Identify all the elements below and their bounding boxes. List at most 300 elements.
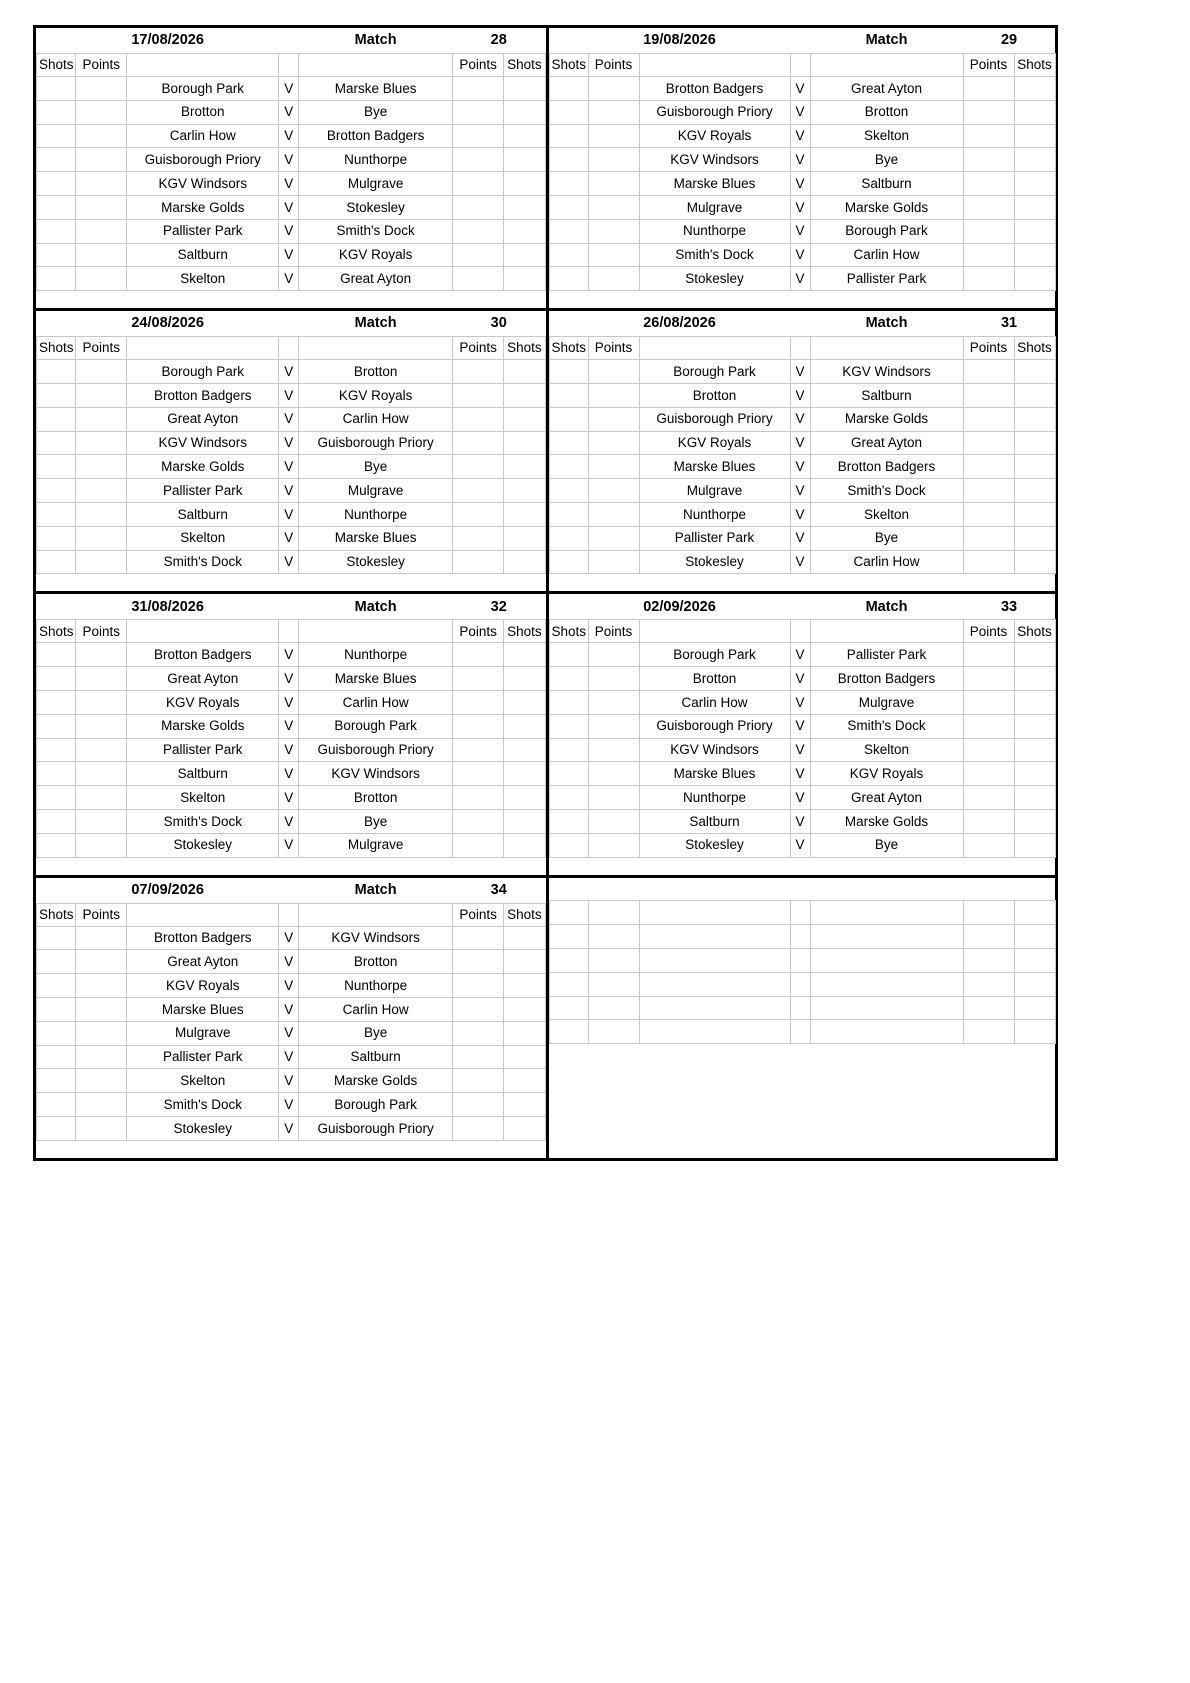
points-right-input[interactable]: [963, 243, 1014, 267]
points-left-input[interactable]: [588, 502, 639, 526]
shots-left-input[interactable]: [37, 714, 76, 738]
shots-left-input[interactable]: [549, 172, 588, 196]
shots-left-input[interactable]: [549, 550, 588, 574]
points-right-input[interactable]: [963, 77, 1014, 101]
shots-left-input[interactable]: [37, 926, 76, 950]
shots-left-input[interactable]: [549, 786, 588, 810]
shots-left-input[interactable]: [549, 219, 588, 243]
shots-right-input[interactable]: [504, 172, 545, 196]
points-left-input[interactable]: [76, 997, 127, 1021]
points-right-input[interactable]: [963, 502, 1014, 526]
points-left-input[interactable]: [76, 431, 127, 455]
points-left-input[interactable]: [76, 383, 127, 407]
shots-right-input[interactable]: [1014, 360, 1055, 384]
shots-left-input[interactable]: [37, 974, 76, 998]
shots-left-input[interactable]: [549, 100, 588, 124]
shots-right-input[interactable]: [504, 690, 545, 714]
shots-left-input[interactable]: [549, 667, 588, 691]
empty-cell[interactable]: [639, 1020, 790, 1044]
shots-right-input[interactable]: [1014, 643, 1055, 667]
shots-left-input[interactable]: [549, 479, 588, 503]
shots-right-input[interactable]: [504, 124, 545, 148]
points-left-input[interactable]: [588, 738, 639, 762]
points-right-input[interactable]: [453, 926, 504, 950]
shots-right-input[interactable]: [504, 195, 545, 219]
points-right-input[interactable]: [963, 833, 1014, 857]
empty-cell[interactable]: [1014, 996, 1055, 1020]
versus-marker: V: [279, 526, 299, 550]
shots-left-input[interactable]: [37, 997, 76, 1021]
shots-right-input[interactable]: [504, 762, 545, 786]
points-left-input[interactable]: [76, 219, 127, 243]
points-left-input[interactable]: [588, 407, 639, 431]
points-right-input[interactable]: [453, 1093, 504, 1117]
points-left-input[interactable]: [76, 738, 127, 762]
fixture-table: [549, 311, 1056, 591]
shots-left-input[interactable]: [37, 1045, 76, 1069]
points-left-input[interactable]: [588, 383, 639, 407]
points-left-input[interactable]: [76, 267, 127, 291]
shots-right-input[interactable]: [504, 267, 545, 291]
shots-right-input[interactable]: [504, 100, 545, 124]
points-left-input[interactable]: [76, 714, 127, 738]
points-right-input[interactable]: [453, 809, 504, 833]
points-right-input[interactable]: [963, 360, 1014, 384]
empty-cell[interactable]: [588, 972, 639, 996]
empty-cell[interactable]: [790, 1020, 810, 1044]
empty-cell[interactable]: [790, 996, 810, 1020]
shots-left-input[interactable]: [37, 643, 76, 667]
points-right-input[interactable]: [963, 714, 1014, 738]
points-left-input[interactable]: [588, 786, 639, 810]
points-right-input[interactable]: [453, 643, 504, 667]
empty-cell[interactable]: [639, 972, 790, 996]
shots-left-input[interactable]: [37, 195, 76, 219]
shots-left-input[interactable]: [37, 1093, 76, 1117]
shots-right-input[interactable]: [504, 77, 545, 101]
shots-right-input[interactable]: [1014, 714, 1055, 738]
shots-right-input[interactable]: [504, 526, 545, 550]
points-left-input[interactable]: [588, 100, 639, 124]
shots-right-input[interactable]: [1014, 667, 1055, 691]
points-right-input[interactable]: [453, 714, 504, 738]
points-left-input[interactable]: [76, 1116, 127, 1140]
shots-right-input[interactable]: [504, 431, 545, 455]
points-right-input[interactable]: [963, 172, 1014, 196]
shots-left-input[interactable]: [549, 809, 588, 833]
points-right-input[interactable]: [963, 479, 1014, 503]
table-row: [37, 786, 546, 810]
points-left-input[interactable]: [76, 1021, 127, 1045]
points-right-input[interactable]: [453, 786, 504, 810]
points-left-input[interactable]: [76, 667, 127, 691]
points-right-input[interactable]: [963, 267, 1014, 291]
points-left-input[interactable]: [588, 479, 639, 503]
shots-left-input[interactable]: [549, 833, 588, 857]
shots-right-input[interactable]: [504, 974, 545, 998]
points-left-input[interactable]: [588, 526, 639, 550]
points-left-input[interactable]: [76, 690, 127, 714]
points-right-input[interactable]: [453, 195, 504, 219]
shots-left-input[interactable]: [37, 267, 76, 291]
away-team: Carlin How: [299, 690, 453, 714]
points-left-input[interactable]: [76, 502, 127, 526]
points-right-input[interactable]: [963, 526, 1014, 550]
points-left-input[interactable]: [76, 455, 127, 479]
empty-cell[interactable]: [810, 1020, 963, 1044]
points-right-input[interactable]: [963, 809, 1014, 833]
empty-cell[interactable]: [810, 948, 963, 972]
shots-left-input[interactable]: [549, 243, 588, 267]
points-right-input[interactable]: [453, 667, 504, 691]
points-right-input[interactable]: [453, 974, 504, 998]
shots-left-input[interactable]: [549, 124, 588, 148]
empty-cell[interactable]: [549, 948, 588, 972]
points-right-input[interactable]: [453, 455, 504, 479]
empty-cell[interactable]: [790, 925, 810, 949]
shots-right-input[interactable]: [504, 550, 545, 574]
table-row: [37, 148, 546, 172]
points-left-input[interactable]: [588, 124, 639, 148]
points-right-input[interactable]: [453, 762, 504, 786]
shots-left-input[interactable]: [37, 786, 76, 810]
empty-cell[interactable]: [588, 996, 639, 1020]
shots-right-input[interactable]: [1014, 243, 1055, 267]
empty-cell[interactable]: [963, 925, 1014, 949]
shots-left-input[interactable]: [37, 502, 76, 526]
empty-cell[interactable]: [810, 901, 963, 925]
empty-cell[interactable]: [810, 925, 963, 949]
points-right-input[interactable]: [963, 550, 1014, 574]
points-right-input[interactable]: [453, 124, 504, 148]
points-left-input[interactable]: [76, 479, 127, 503]
shots-left-input[interactable]: [37, 833, 76, 857]
points-left-input[interactable]: [588, 148, 639, 172]
shots-right-input[interactable]: [1014, 690, 1055, 714]
shots-left-input[interactable]: [549, 690, 588, 714]
shots-left-input[interactable]: [549, 267, 588, 291]
empty-cell[interactable]: [588, 948, 639, 972]
shots-right-input[interactable]: [504, 1021, 545, 1045]
shots-right-input[interactable]: [504, 383, 545, 407]
points-left-input[interactable]: [76, 172, 127, 196]
shots-left-input[interactable]: [37, 455, 76, 479]
points-left-input[interactable]: [76, 833, 127, 857]
points-right-input[interactable]: [453, 833, 504, 857]
shots-right-input[interactable]: [1014, 172, 1055, 196]
shots-right-input[interactable]: [504, 926, 545, 950]
points-left-input[interactable]: [76, 974, 127, 998]
shots-left-input[interactable]: [549, 77, 588, 101]
shots-right-input[interactable]: [504, 407, 545, 431]
shots-left-input[interactable]: [37, 360, 76, 384]
shots-left-input[interactable]: [549, 714, 588, 738]
points-left-input[interactable]: [76, 1045, 127, 1069]
points-right-input[interactable]: [963, 431, 1014, 455]
empty-cell[interactable]: [588, 925, 639, 949]
shots-right-input[interactable]: [1014, 407, 1055, 431]
shots-right-input[interactable]: [1014, 762, 1055, 786]
shots-right-input[interactable]: [504, 643, 545, 667]
empty-cell[interactable]: [588, 901, 639, 925]
empty-cell[interactable]: [1014, 901, 1055, 925]
shots-left-input[interactable]: [37, 243, 76, 267]
points-left-input[interactable]: [588, 833, 639, 857]
empty-cell[interactable]: [810, 972, 963, 996]
points-right-input[interactable]: [453, 219, 504, 243]
away-team: Smith's Dock: [299, 219, 453, 243]
points-left-input[interactable]: [588, 267, 639, 291]
shots-left-input[interactable]: [37, 100, 76, 124]
empty-cell[interactable]: [549, 972, 588, 996]
shots-left-input[interactable]: [37, 550, 76, 574]
shots-left-input[interactable]: [549, 383, 588, 407]
shots-left-input[interactable]: [37, 431, 76, 455]
shots-left-input[interactable]: [37, 1021, 76, 1045]
empty-cell[interactable]: [790, 972, 810, 996]
empty-cell[interactable]: [790, 901, 810, 925]
shots-right-input[interactable]: [1014, 267, 1055, 291]
empty-cell[interactable]: [963, 1020, 1014, 1044]
shots-left-input[interactable]: [549, 762, 588, 786]
empty-cell[interactable]: [639, 948, 790, 972]
points-right-input[interactable]: [453, 267, 504, 291]
points-right-input[interactable]: [453, 172, 504, 196]
points-left-input[interactable]: [588, 809, 639, 833]
empty-cell[interactable]: [790, 948, 810, 972]
empty-cell[interactable]: [1014, 948, 1055, 972]
shots-right-input[interactable]: [1014, 100, 1055, 124]
points-right-input[interactable]: [453, 383, 504, 407]
empty-cell[interactable]: [1014, 1020, 1055, 1044]
shots-left-input[interactable]: [37, 1116, 76, 1140]
shots-right-input[interactable]: [1014, 148, 1055, 172]
shots-right-input[interactable]: [504, 502, 545, 526]
empty-cell[interactable]: [639, 996, 790, 1020]
points-left-input[interactable]: [76, 1069, 127, 1093]
points-left-input[interactable]: [76, 1093, 127, 1117]
empty-cell[interactable]: [963, 972, 1014, 996]
points-right-input[interactable]: [453, 479, 504, 503]
shots-right-input[interactable]: [504, 833, 545, 857]
shots-left-input[interactable]: [37, 219, 76, 243]
shots-right-input[interactable]: [504, 479, 545, 503]
shots-left-input[interactable]: [37, 148, 76, 172]
points-left-input[interactable]: [76, 360, 127, 384]
shots-right-input[interactable]: [1014, 479, 1055, 503]
points-left-input[interactable]: [588, 172, 639, 196]
points-right-input[interactable]: [453, 148, 504, 172]
shots-right-input[interactable]: [504, 667, 545, 691]
empty-cell[interactable]: [1014, 972, 1055, 996]
shots-right-input[interactable]: [504, 809, 545, 833]
points-right-input[interactable]: [963, 643, 1014, 667]
shots-left-input[interactable]: [549, 526, 588, 550]
shots-right-input[interactable]: [1014, 219, 1055, 243]
shots-left-input[interactable]: [37, 383, 76, 407]
shots-left-input[interactable]: [549, 738, 588, 762]
shots-right-input[interactable]: [504, 950, 545, 974]
points-right-input[interactable]: [453, 77, 504, 101]
points-right-input[interactable]: [453, 738, 504, 762]
points-right-input[interactable]: [453, 243, 504, 267]
points-left-input[interactable]: [588, 195, 639, 219]
shots-right-input[interactable]: [504, 360, 545, 384]
shots-right-input[interactable]: [1014, 550, 1055, 574]
shots-right-input[interactable]: [1014, 738, 1055, 762]
points-right-input[interactable]: [453, 526, 504, 550]
points-right-input[interactable]: [963, 786, 1014, 810]
empty-cell[interactable]: [1014, 925, 1055, 949]
points-right-input[interactable]: [453, 1045, 504, 1069]
points-left-input[interactable]: [588, 550, 639, 574]
points-left-input[interactable]: [588, 714, 639, 738]
shots-left-input[interactable]: [549, 360, 588, 384]
points-right-input[interactable]: [453, 407, 504, 431]
shots-left-input[interactable]: [37, 172, 76, 196]
empty-cell[interactable]: [549, 1020, 588, 1044]
shots-right-input[interactable]: [1014, 383, 1055, 407]
shots-right-input[interactable]: [504, 243, 545, 267]
shots-right-input[interactable]: [1014, 502, 1055, 526]
shots-left-input[interactable]: [37, 690, 76, 714]
points-left-input[interactable]: [76, 195, 127, 219]
shots-right-input[interactable]: [504, 148, 545, 172]
points-right-input[interactable]: [963, 738, 1014, 762]
shots-right-input[interactable]: [1014, 809, 1055, 833]
shots-right-input[interactable]: [1014, 77, 1055, 101]
empty-cell[interactable]: [639, 901, 790, 925]
points-right-input[interactable]: [453, 502, 504, 526]
shots-right-input[interactable]: [504, 455, 545, 479]
points-left-input[interactable]: [76, 148, 127, 172]
shots-right-input[interactable]: [504, 997, 545, 1021]
points-right-input[interactable]: [963, 124, 1014, 148]
points-left-input[interactable]: [588, 77, 639, 101]
points-right-input[interactable]: [453, 550, 504, 574]
points-right-input[interactable]: [453, 1021, 504, 1045]
empty-cell[interactable]: [588, 1020, 639, 1044]
shots-left-input[interactable]: [37, 77, 76, 101]
points-right-input[interactable]: [963, 667, 1014, 691]
points-right-input[interactable]: [963, 383, 1014, 407]
empty-cell[interactable]: [549, 996, 588, 1020]
points-left-input[interactable]: [588, 431, 639, 455]
points-left-input[interactable]: [588, 667, 639, 691]
points-left-input[interactable]: [76, 786, 127, 810]
shots-right-input[interactable]: [1014, 124, 1055, 148]
shots-right-input[interactable]: [504, 786, 545, 810]
points-left-input[interactable]: [588, 690, 639, 714]
versus-marker: V: [790, 479, 810, 503]
shots-left-input[interactable]: [549, 502, 588, 526]
shots-left-input[interactable]: [549, 431, 588, 455]
points-left-input[interactable]: [76, 243, 127, 267]
shots-right-input[interactable]: [1014, 431, 1055, 455]
shots-left-input[interactable]: [37, 738, 76, 762]
points-right-input[interactable]: [963, 219, 1014, 243]
shots-right-input[interactable]: [1014, 195, 1055, 219]
shots-left-input[interactable]: [37, 667, 76, 691]
points-left-input[interactable]: [76, 124, 127, 148]
points-left-input[interactable]: [76, 407, 127, 431]
points-right-input[interactable]: [963, 148, 1014, 172]
shots-right-input[interactable]: [1014, 833, 1055, 857]
points-right-input[interactable]: [453, 431, 504, 455]
empty-cell[interactable]: [963, 901, 1014, 925]
empty-cell[interactable]: [639, 925, 790, 949]
shots-left-input[interactable]: [549, 643, 588, 667]
points-left-input[interactable]: [76, 550, 127, 574]
points-right-input[interactable]: [453, 997, 504, 1021]
points-right-input[interactable]: [963, 195, 1014, 219]
shots-left-input[interactable]: [37, 950, 76, 974]
points-right-input[interactable]: [453, 950, 504, 974]
points-right-input[interactable]: [963, 100, 1014, 124]
points-left-input[interactable]: [588, 643, 639, 667]
empty-cell[interactable]: [549, 925, 588, 949]
shots-left-input[interactable]: [549, 148, 588, 172]
shots-left-input[interactable]: [549, 195, 588, 219]
points-right-input[interactable]: [453, 1069, 504, 1093]
shots-right-input[interactable]: [504, 219, 545, 243]
points-left-input[interactable]: [76, 77, 127, 101]
away-team: Mulgrave: [299, 833, 453, 857]
points-left-input[interactable]: [76, 526, 127, 550]
shots-right-input[interactable]: [1014, 455, 1055, 479]
shots-left-input[interactable]: [37, 1069, 76, 1093]
shots-right-input[interactable]: [1014, 786, 1055, 810]
points-left-input[interactable]: [588, 762, 639, 786]
shots-left-input[interactable]: [549, 455, 588, 479]
points-left-input[interactable]: [76, 762, 127, 786]
home-team: Skelton: [127, 786, 279, 810]
points-right-input[interactable]: [453, 100, 504, 124]
empty-cell[interactable]: [963, 948, 1014, 972]
shots-right-input[interactable]: [504, 714, 545, 738]
shots-left-input[interactable]: [37, 479, 76, 503]
shots-right-input[interactable]: [1014, 526, 1055, 550]
points-left-input[interactable]: [588, 360, 639, 384]
shots-left-input[interactable]: [37, 762, 76, 786]
points-right-input[interactable]: [963, 455, 1014, 479]
points-left-input[interactable]: [588, 243, 639, 267]
shots-right-input[interactable]: [504, 738, 545, 762]
points-right-input[interactable]: [963, 407, 1014, 431]
shots-left-input[interactable]: [37, 407, 76, 431]
points-left-input[interactable]: [76, 643, 127, 667]
points-right-input[interactable]: [453, 360, 504, 384]
points-right-input[interactable]: [453, 1116, 504, 1140]
points-right-input[interactable]: [963, 762, 1014, 786]
fixture-block-29: [546, 25, 1059, 308]
points-left-input[interactable]: [76, 809, 127, 833]
empty-cell[interactable]: [549, 901, 588, 925]
shots-left-input[interactable]: [37, 124, 76, 148]
shots-left-input[interactable]: [37, 809, 76, 833]
points-right-input[interactable]: [963, 690, 1014, 714]
points-left-input[interactable]: [76, 100, 127, 124]
shots-left-input[interactable]: [549, 407, 588, 431]
empty-cell[interactable]: [963, 996, 1014, 1020]
points-left-input[interactable]: [588, 455, 639, 479]
points-left-input[interactable]: [588, 219, 639, 243]
empty-cell[interactable]: [810, 996, 963, 1020]
shots-left-input[interactable]: [37, 526, 76, 550]
points-right-input[interactable]: [453, 690, 504, 714]
points-left-input[interactable]: [76, 950, 127, 974]
points-left-input[interactable]: [76, 926, 127, 950]
